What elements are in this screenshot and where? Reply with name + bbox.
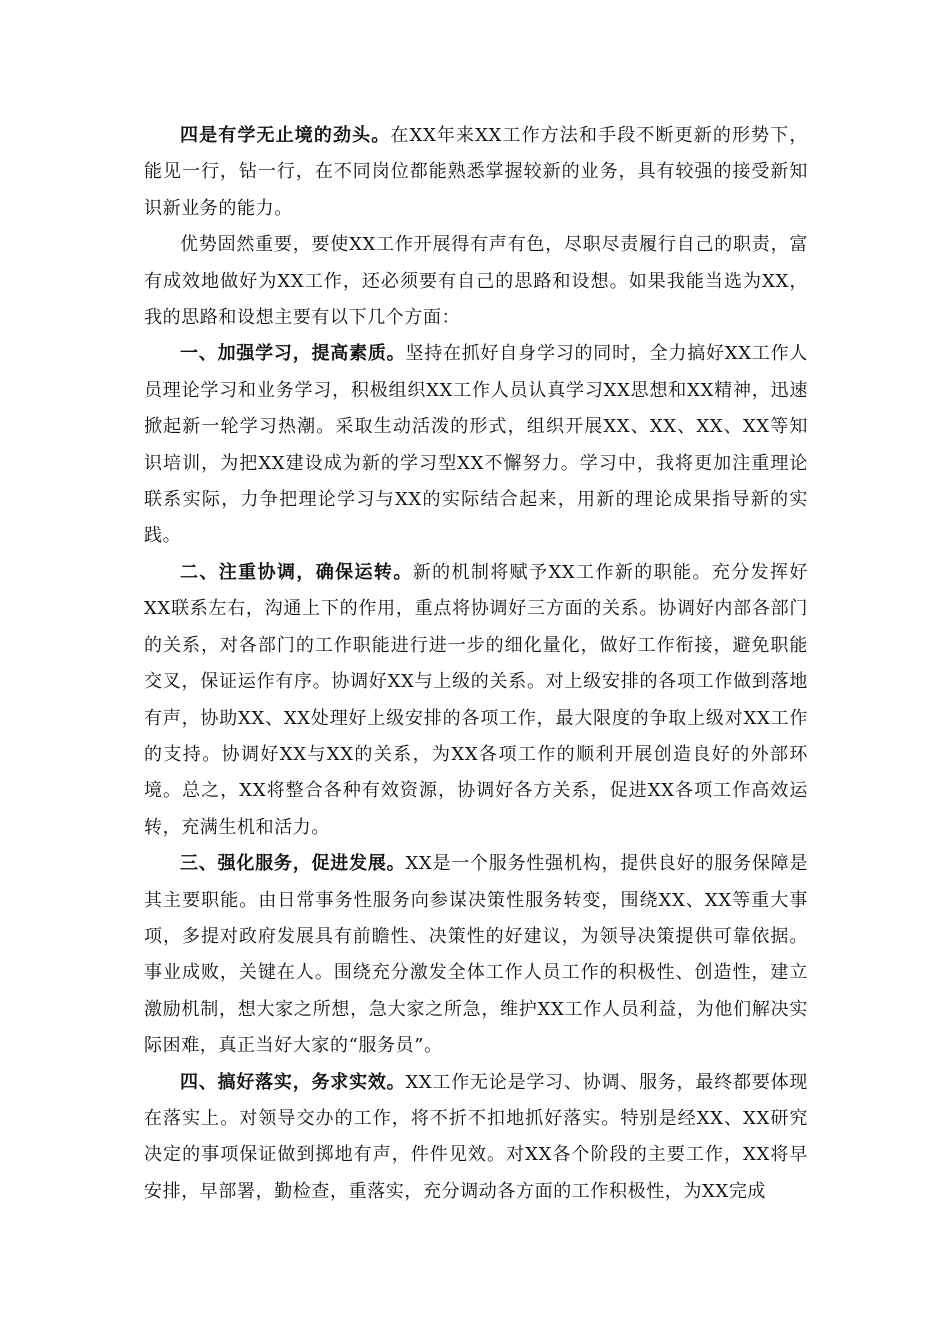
paragraph-body: 新的机制将赋予XX工作新的职能。充分发挥好XX联系左右，沟通上下的作用，重点将协调好三方面的关系。协调好内部各部门的关系，对各部门的工作职能进行进一步的细化量化，做好工作衔接，避免职能交叉，保证运作有序。协调好XX与上级的关系。对上级安排的各项工作做到落地有声，协助XX、XX处理好上级安排的各项工作，最大限度的争取上级对XX工作的支持。协调好XX与XX的关系，为XX各项工作的顺利开展创造良好的外部环境。总之，XX将整合各种有效资源，协调好各方关系，促进XX各项工作高效运转，充满生机和活力。 — [144, 561, 808, 838]
paragraph-ideas-intro — [144, 227, 808, 336]
paragraph-lead: 四、搞好落实，务求实效。 — [180, 1071, 406, 1093]
paragraph-body: XX是一个服务性强机构，提供良好的服务保障是其主要职能。由日常事务性服务向参谋决策性服务转变，围绕XX、XX等重大事项，多提对政府发展具有前瞻性、决策性的好建议，为领导决策提供可靠依据。事业成败，关键在人。围绕充分激发全体工作人员工作的积极性、创造性，建立激励机制，想大家之所想，急大家之所急，维护XX工作人员利益，为他们解决实际困难，真正当好大家的“服务员”。 — [144, 853, 808, 1057]
paragraph-body: XX工作无论是学习、协调、服务，最终都要体现在落实上。对领导交办的工作，将不折不扣地抓好落实。特别是经XX、XX研究决定的事项保证做到掷地有声，件件见效。对XX各个阶段的主要工作，XX将早安排，早部署，勤检查，重落实，充分调动各方面的工作积极性，为XX完成 — [144, 1071, 808, 1202]
paragraph-body: 坚持在抓好自身学习的同时，全力搞好XX工作人员理论学习和业务学习，积极组织XX工作人员认真学习XX思想和XX精神，迅速掀起新一轮学习热潮。采取生动活泼的形式，组织开展XX、XX、XX、XX等知识培训，为把XX建设成为新的学习型XX不懈努力。学习中，我将更加注重理论联系实际，力争把理论学习与XX的实际结合起来，用新的理论成果指导新的实践。 — [144, 343, 808, 547]
paragraph-body: 优势固然重要，要使XX工作开展得有声有色，尽职尽责履行自己的职责，富有成效地做好为XX工作，还必须要有自己的思路和设想。如果我能当选为XX，我的思路和设想主要有以下几个方面： — [144, 234, 808, 329]
document-page — [144, 118, 808, 1210]
paragraph-service — [144, 846, 808, 1064]
paragraph-lead: 三、强化服务，促进发展。 — [180, 853, 406, 875]
paragraph-learning-attitude — [144, 118, 808, 227]
paragraph-lead: 一、加强学习，提高素质。 — [180, 343, 406, 365]
paragraph-coordination — [144, 555, 808, 846]
paragraph-body: 在XX年来XX工作方法和手段不断更新的形势下，能见一行，钻一行，在不同岗位都能熟悉掌握较新的业务，具有较强的接受新知识新业务的能力。 — [144, 125, 808, 219]
paragraph-lead: 四是有学无止境的劲头。 — [180, 125, 391, 146]
paragraph-lead: 二、注重协调，确保运转。 — [180, 561, 413, 583]
paragraph-strengthen-learning — [144, 336, 808, 554]
paragraph-implementation — [144, 1065, 808, 1211]
